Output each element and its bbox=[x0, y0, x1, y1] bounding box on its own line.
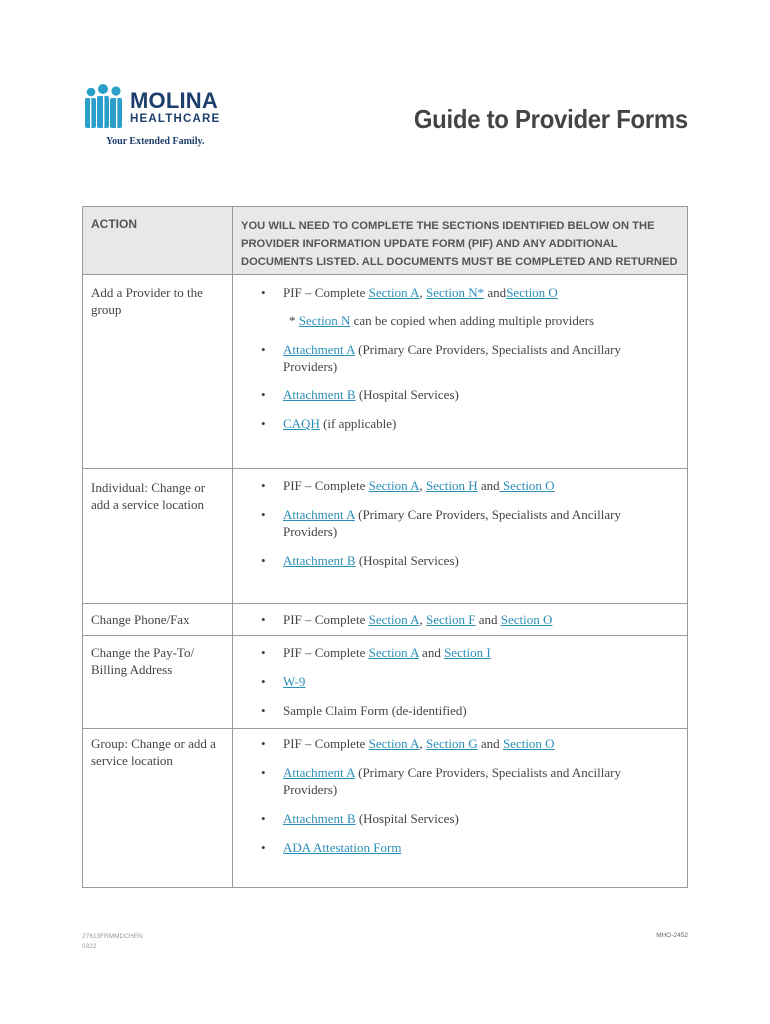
table-row bbox=[83, 469, 687, 604]
list-item: • Attachment A (Primary Care Providers, Specialists and Ancillary Providers) bbox=[261, 765, 621, 797]
section-n-link[interactable]: Section N* bbox=[426, 285, 485, 300]
table-header bbox=[83, 207, 687, 275]
row-action: Group: Change or add a service location bbox=[91, 736, 216, 768]
family-figures-icon bbox=[82, 84, 128, 130]
section-g-link[interactable]: Section G bbox=[426, 736, 478, 751]
molina-logo bbox=[82, 84, 242, 154]
section-a-link[interactable]: Section A bbox=[368, 478, 420, 493]
form-number: MHO-2452 bbox=[656, 932, 688, 939]
section-h-link[interactable]: Section H bbox=[426, 478, 478, 493]
footer-code-line1: 27613FRMMDCHEN bbox=[82, 933, 143, 940]
attachment-a-link[interactable]: Attachment A bbox=[283, 765, 355, 780]
section-o-link[interactable]: Section O bbox=[499, 478, 555, 493]
section-a-link[interactable]: Section A bbox=[368, 612, 420, 627]
list-item: • ADA Attestation Form bbox=[261, 840, 402, 855]
table-row bbox=[83, 728, 687, 888]
attachment-b-link[interactable]: Attachment B bbox=[283, 811, 356, 826]
provider-forms-table bbox=[82, 206, 688, 888]
row-action: Change the Pay-To/ Billing Address bbox=[91, 645, 195, 677]
section-a-link[interactable]: Section A bbox=[368, 285, 420, 300]
attachment-a-link[interactable]: Attachment A bbox=[283, 342, 355, 357]
section-n-note-link[interactable]: Section N bbox=[298, 313, 351, 328]
list-item: • Attachment A (Primary Care Providers, Specialists and Ancillary Providers) bbox=[261, 507, 621, 539]
caqh-link[interactable]: CAQH bbox=[283, 416, 320, 431]
brand-tagline: Your Extended Family. bbox=[106, 136, 205, 147]
w9-link[interactable]: W-9 bbox=[283, 674, 306, 689]
attachment-b-link[interactable]: Attachment B bbox=[283, 553, 356, 568]
table-row bbox=[83, 604, 687, 636]
list-item: • PIF – Complete Section A, Section F and Section O bbox=[261, 612, 553, 627]
list-item: • Attachment A (Primary Care Providers, Specialists and Ancillary Providers) bbox=[261, 342, 621, 374]
page-title: Guide to Provider Forms bbox=[413, 104, 688, 134]
table-row bbox=[83, 274, 687, 469]
list-item: • PIF – Complete Section A, Section N* andSection O bbox=[261, 285, 558, 300]
list-item: • PIF – Complete Section A and Section I bbox=[261, 645, 491, 660]
section-o-link[interactable]: Section O bbox=[502, 736, 555, 751]
list-item: • Sample Claim Form (de-identified) bbox=[261, 703, 467, 718]
section-i-link[interactable]: Section I bbox=[444, 645, 491, 660]
list-item: • CAQH (if applicable) bbox=[261, 416, 397, 431]
footer-code-line2: 0322 bbox=[82, 943, 97, 950]
brand-name-line2: HEALTHCARE bbox=[130, 113, 221, 125]
ada-attestation-link[interactable]: ADA Attestation Form bbox=[283, 840, 402, 855]
section-a-link[interactable]: Section A bbox=[368, 645, 419, 660]
header-action: ACTION bbox=[91, 217, 137, 231]
section-o-link[interactable]: Section O bbox=[500, 612, 553, 627]
row-action: Change Phone/Fax bbox=[91, 612, 190, 627]
list-item: • Attachment B (Hospital Services) bbox=[261, 811, 459, 826]
row-action: Add a Provider to the group bbox=[91, 285, 203, 317]
list-item: • Attachment B (Hospital Services) bbox=[261, 387, 459, 402]
list-item: • PIF – Complete Section A, Section G and Section O bbox=[261, 736, 555, 751]
section-f-link[interactable]: Section F bbox=[426, 612, 476, 627]
list-item: • Attachment B (Hospital Services) bbox=[261, 553, 459, 568]
table-row bbox=[83, 636, 687, 728]
list-note: * Section N can be copied when adding multiple providers bbox=[289, 313, 595, 328]
footer-code bbox=[82, 932, 143, 952]
attachment-a-link[interactable]: Attachment A bbox=[283, 507, 355, 522]
list-item: • W-9 bbox=[261, 674, 306, 689]
attachment-b-link[interactable]: Attachment B bbox=[283, 387, 356, 402]
header-description: YOU WILL NEED TO COMPLETE THE SECTIONS IDENTIFIED BELOW ON THE PROVIDER INFORMATION UPDATE FORM (PIF) AND ANY ADDITIONAL DOCUMENTS LISTED. ALL DOCUMENTS MUST BE COMPLETED AND RETURNED bbox=[241, 220, 678, 268]
brand-name-line1: MOLINA bbox=[130, 88, 218, 113]
section-a-link[interactable]: Section A bbox=[368, 736, 420, 751]
list-item: • PIF – Complete Section A, Section H and Section O bbox=[261, 478, 555, 493]
section-o-link[interactable]: Section O bbox=[506, 285, 558, 300]
row-action: Individual: Change or add a service location bbox=[91, 480, 206, 512]
